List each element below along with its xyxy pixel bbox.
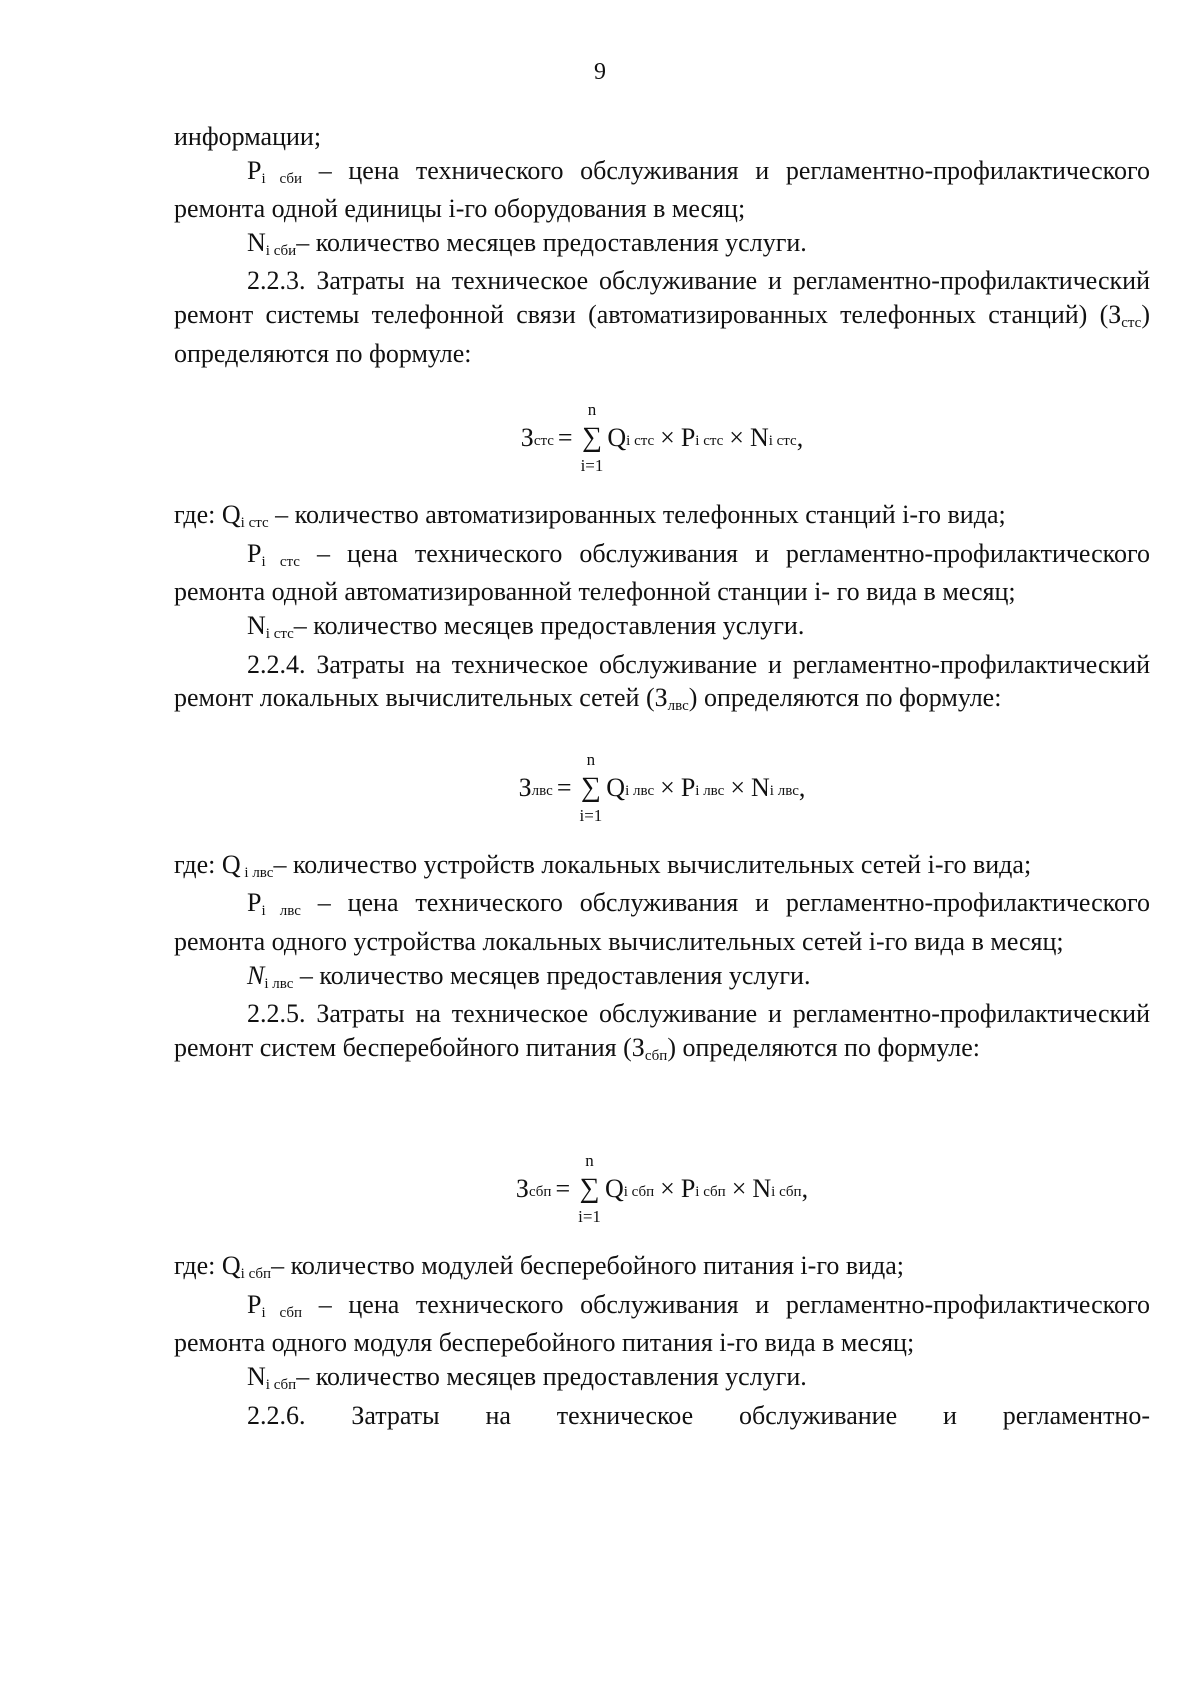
symbol-n: N <box>751 772 770 802</box>
sum-lower-limit: i=1 <box>579 805 603 825</box>
formula-sbp <box>174 1129 1150 1249</box>
definition-months-sbp: $N_{i сбп}-$ количество месяцев предоставления услуги. <box>247 1362 807 1394</box>
symbol-q: Q <box>604 1174 624 1204</box>
symbol-p: P <box>680 423 696 453</box>
sum-upper-limit: n <box>586 749 596 769</box>
sum-upper-limit: n <box>585 1151 594 1171</box>
page-number: 9 <box>594 59 606 85</box>
symbol-n: N <box>247 610 266 640</box>
symbol-n: N <box>247 960 265 990</box>
symbol-subscript: сбп <box>644 1047 668 1064</box>
definition-quantity-stc: где: $Q_{i стс}$ – количество автоматизированных телефонных станций i-го вида; <box>174 500 1006 532</box>
symbol-p: P <box>247 155 262 185</box>
sigma-symbol: ∑ <box>581 422 602 454</box>
definition-price-stc: $P_{i стс}$ – цена технического обслуживания и регламентно-профилактического ремонта одной автоматизированной телефонной станции i- го вида в месяц; <box>174 538 1150 607</box>
symbol-q: Q <box>607 423 627 453</box>
symbol-subscript: i сбп <box>623 1184 655 1201</box>
multiply-sign: × <box>729 423 744 453</box>
definition-quantity-sbp: где: $Q_{i сбп}-$ количество модулей бесперебойного питания i-го вида; <box>174 1251 905 1283</box>
symbol-subscript: i сбп <box>240 1266 272 1283</box>
equals-sign: = <box>555 1174 571 1204</box>
summation <box>581 398 604 478</box>
symbol-subscript: i сбп <box>261 1304 303 1321</box>
formula-end: , <box>801 1174 809 1204</box>
symbol-subscript: i лвс <box>264 975 294 992</box>
symbol-subscript: i сбп <box>771 1184 802 1201</box>
symbol-subscript: i стс <box>695 433 724 450</box>
symbol-subscript: стс <box>1121 314 1142 331</box>
multiply-sign: × <box>660 423 675 453</box>
symbol-p: P <box>680 1174 696 1204</box>
symbol-q: Q <box>221 500 241 530</box>
document-body <box>174 120 1150 1432</box>
multiply-sign: × <box>660 772 675 802</box>
symbol-subscript: i лвс <box>769 782 799 799</box>
formula-lhs: З <box>518 772 532 802</box>
multiply-sign: × <box>730 772 746 802</box>
symbol-p: P <box>680 772 696 802</box>
formula-end: , <box>798 772 806 802</box>
symbol-subscript: i стс <box>265 625 294 642</box>
formula-end: , <box>796 423 804 453</box>
symbol-subscript: i сбп <box>265 1377 297 1394</box>
formula-lvs <box>174 728 1150 848</box>
formula-lhs-subscript: лвс <box>531 782 553 799</box>
symbol-subscript: i лвс <box>240 864 274 881</box>
symbol-subscript: i сбп <box>695 1184 726 1201</box>
symbol-n: N <box>247 227 266 257</box>
symbol-subscript: i лвс <box>695 782 725 799</box>
clause-2-2-3: 2.2.3. Затраты на техническое обслуживание и регламентно-профилактический ремонт системы телефонной связи (автоматизированных телефонных станций) $(З_{стс})$ определяются по формуле: <box>174 266 1150 368</box>
symbol-subscript: i стс <box>240 515 269 532</box>
formula-lhs-subscript: стс <box>533 433 554 450</box>
symbol-subscript: i стс <box>768 433 797 450</box>
symbol-n: N <box>749 423 769 453</box>
equals-sign: = <box>557 423 573 453</box>
symbol-q: Q <box>221 1251 241 1281</box>
definition-quantity-lvs: где: Q $_{i лвс}$– количество устройств локальных вычислительных сетей i-го вида; <box>174 849 1032 881</box>
symbol-n: N <box>247 1362 266 1392</box>
sum-upper-limit: n <box>587 400 597 420</box>
definition-months-stc: $N_{i стс}-$ количество месяцев предоставления услуги. <box>247 610 805 642</box>
symbol-q: Q <box>221 849 241 879</box>
symbol-n: N <box>752 1174 772 1204</box>
multiply-sign: × <box>731 1174 747 1204</box>
paragraph-continuation: информации; <box>174 122 322 151</box>
symbol-p: P <box>247 888 262 918</box>
definition-price-sbp: $P_{i сбп}$ – цена технического обслуживания и регламентно-профилактического ремонта одного модуля бесперебойного питания i-го вида в месяц; <box>174 1289 1150 1358</box>
symbol-p: P <box>247 538 262 568</box>
clause-2-2-6: 2.2.6. Затраты на техническое обслуживание и регламентно- <box>247 1400 1150 1430</box>
symbol-subscript: i сби <box>265 242 297 259</box>
equals-sign: = <box>556 772 572 802</box>
multiply-sign: × <box>660 1174 675 1204</box>
definition-months-sbi: $N_{i сби}-$ количество месяцев предоставления услуги. <box>247 227 807 259</box>
symbol-q: Q <box>606 772 626 802</box>
formula-lhs-subscript: сбп <box>528 1184 552 1201</box>
sigma-symbol: ∑ <box>579 1173 600 1205</box>
summation <box>578 1149 601 1229</box>
summation <box>579 748 602 828</box>
sigma-symbol: ∑ <box>580 771 601 803</box>
sum-lower-limit: i=1 <box>580 456 604 476</box>
blank-space <box>174 1069 1150 1129</box>
formula-lhs: З <box>520 423 534 453</box>
clause-2-2-5: 2.2.5. Затраты на техническое обслуживание и регламентно-профилактический ремонт систем бесперебойного питания $(З_{сбп})$ определяются по формуле: <box>174 999 1150 1064</box>
symbol-subscript: i лвс <box>625 782 655 799</box>
formula-lhs: З <box>515 1174 529 1204</box>
symbol-p: P <box>247 1289 262 1319</box>
symbol-subscript: i сби <box>261 170 303 187</box>
symbol-subscript: лвс <box>667 698 689 715</box>
clause-2-2-4: 2.2.4. Затраты на техническое обслуживание и регламентно-профилактический ремонт локальных вычислительных сетей $(З_{лвс})$ определяются по формуле: <box>174 649 1150 715</box>
sum-lower-limit: i=1 <box>578 1207 601 1227</box>
symbol-subscript: i лвс <box>261 903 301 920</box>
symbol-subscript: i стс <box>626 433 655 450</box>
formula-stc <box>174 378 1150 498</box>
definition-price-lvs: $P_{i лвс}$ – цена технического обслуживания и регламентно-профилактического ремонта одного устройства локальных вычислительных сетей i-го вида в месяц; <box>174 888 1150 956</box>
definition-months-lvs: $N_{i лвс}$ – количество месяцев предоставления услуги. <box>247 960 811 992</box>
definition-price-sbi: $P_{i сби}$ – цена технического обслуживания и регламентно-профилактического ремонта одной единицы i-го оборудования в месяц; <box>174 155 1150 224</box>
symbol-subscript: i стс <box>261 553 300 570</box>
